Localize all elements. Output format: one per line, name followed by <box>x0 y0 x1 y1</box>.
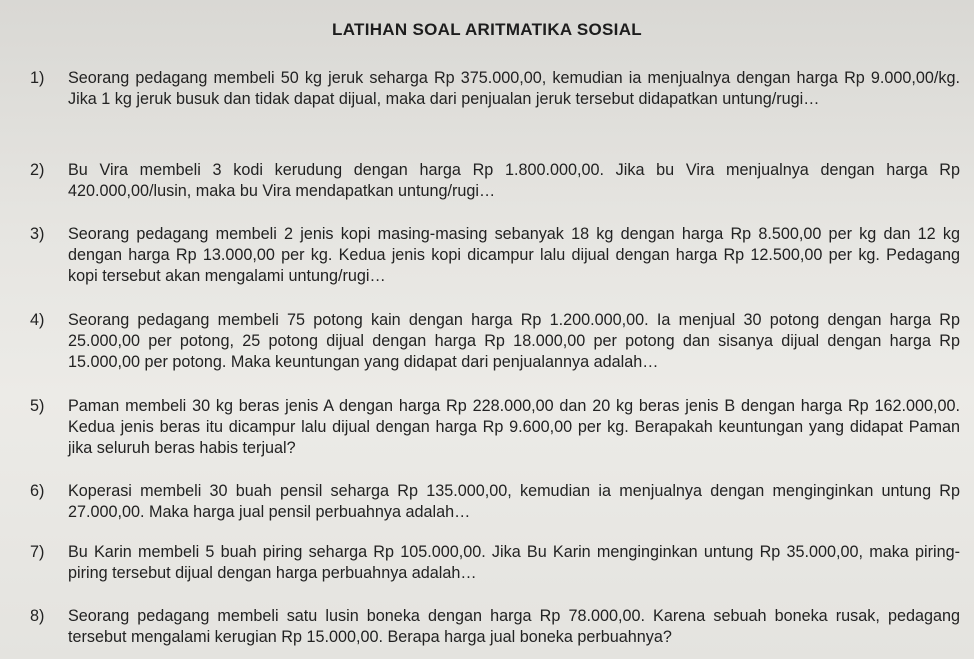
question-number: 8) <box>30 607 45 625</box>
question-number: 2) <box>30 161 45 179</box>
question-text: Seorang pedagang membeli 50 kg jeruk seharga Rp 375.000,00, kemudian ia menjualnya dengan harga Rp 9.000,00/kg. Jika 1 kg jeruk busuk dan tidak dapat dijual, maka dari penjualan jeruk tersebut didapatkan untung/rugi… <box>68 69 960 108</box>
question-4 <box>30 310 960 373</box>
question-text: Seorang pedagang membeli satu lusin boneka dengan harga Rp 78.000,00. Karena sebuah boneka rusak, pedagang tersebut mengalami kerugian Rp 15.000,00. Berapa harga jual boneka perbuahnya? <box>68 607 960 646</box>
question-number: 5) <box>30 397 45 415</box>
question-number: 7) <box>30 543 45 561</box>
question-number: 1) <box>30 69 45 87</box>
question-text: Bu Vira membeli 3 kodi kerudung dengan harga Rp 1.800.000,00. Jika bu Vira menjualnya dengan harga Rp 420.000,00/lusin, maka bu Vira mendapatkan untung/rugi… <box>68 161 960 200</box>
question-text: Paman membeli 30 kg beras jenis A dengan harga Rp 228.000,00 dan 20 kg beras jenis B dengan harga Rp 162.000,00. Kedua jenis beras itu dicampur lalu dijual dengan harga Rp 9.600,00 per kg. Berapakah keuntungan yang didapat Paman jika seluruh beras habis terjual? <box>68 397 960 457</box>
question-text: Koperasi membeli 30 buah pensil seharga Rp 135.000,00, kemudian ia menjualnya dengan menginginkan untung Rp 27.000,00. Maka harga jual pensil perbuahnya adalah… <box>68 482 960 521</box>
question-text: Bu Karin membeli 5 buah piring seharga Rp 105.000,00. Jika Bu Karin menginginkan untung Rp 35.000,00, maka piring-piring tersebut dijual dengan harga perbuahnya adalah… <box>68 543 960 582</box>
question-8 <box>30 606 960 648</box>
question-text: Seorang pedagang membeli 75 potong kain dengan harga Rp 1.200.000,00. Ia menjual 30 potong dengan harga Rp 25.000,00 per potong, 25 potong dijual dengan harga Rp 18.000,00 per potong dan sisanya dijual dengan harga Rp 15.000,00 per potong. Maka keuntungan yang didapat dari penjualannya adalah… <box>68 311 960 371</box>
question-text: Seorang pedagang membeli 2 jenis kopi masing-masing sebanyak 18 kg dengan harga Rp 8.500,00 per kg dan 12 kg dengan harga Rp 13.000,00 per kg. Kedua jenis kopi dicampur lalu dijual dengan harga Rp 12.500,00 per kg. Pedagang kopi tersebut akan mengalami untung/rugi… <box>68 225 960 285</box>
question-number: 4) <box>30 311 45 329</box>
question-1 <box>30 68 960 110</box>
question-2 <box>30 160 960 202</box>
question-number: 3) <box>30 225 45 243</box>
question-3 <box>30 224 960 287</box>
question-5 <box>30 396 960 459</box>
question-7 <box>30 542 960 584</box>
page-title: LATIHAN SOAL ARITMATIKA SOSIAL <box>332 20 642 39</box>
question-6 <box>30 481 960 523</box>
question-number: 6) <box>30 482 45 500</box>
